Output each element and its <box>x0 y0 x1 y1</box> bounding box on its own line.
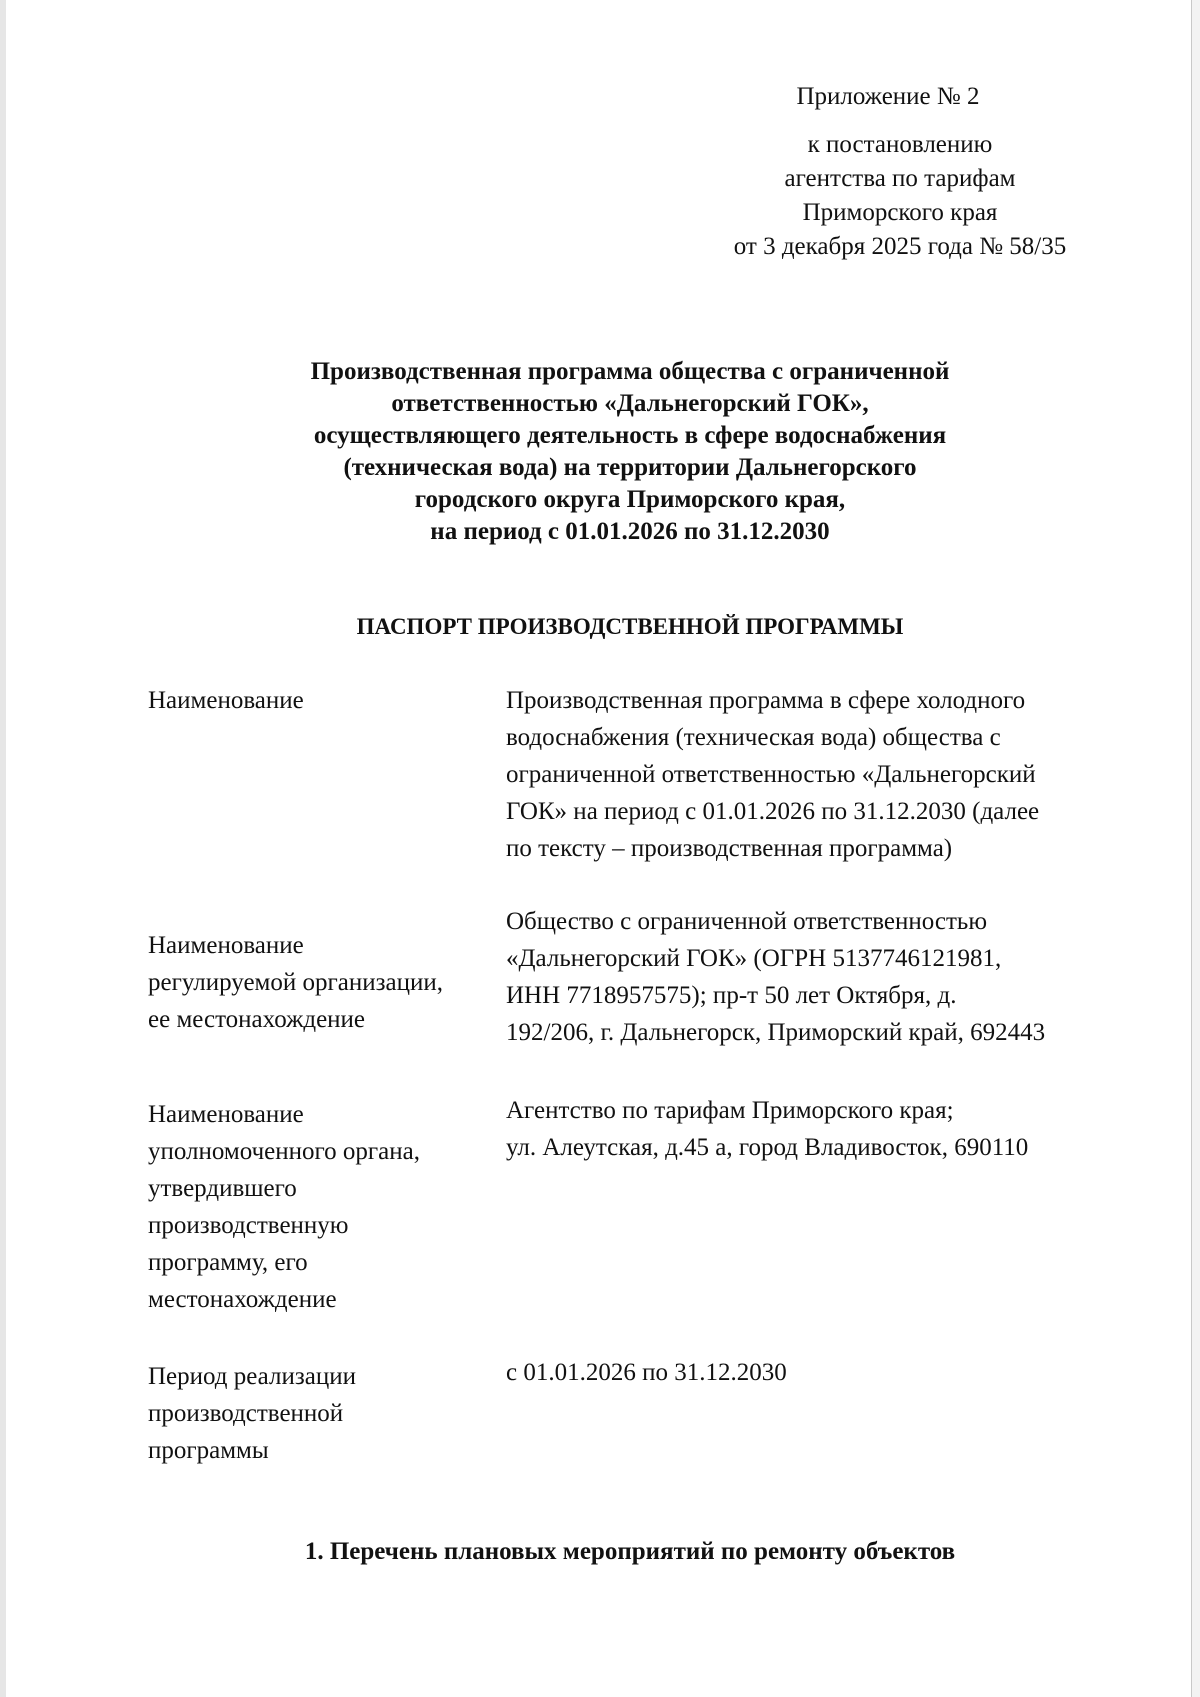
value-line: Агентство по тарифам Приморского края; <box>506 1097 954 1124</box>
value-line: Общество с ограниченной ответственностью <box>506 908 987 935</box>
label-line: Период реализации <box>148 1363 356 1390</box>
value-line: по тексту – производственная программа) <box>506 835 953 862</box>
label-line: Наименование <box>148 687 304 714</box>
document-title <box>200 356 1060 548</box>
passport-row-value <box>506 1092 1146 1166</box>
passport-row-label <box>148 927 488 1038</box>
passport-row-value <box>506 682 1146 867</box>
label-line: уполномоченного органа, <box>148 1138 420 1165</box>
passport-heading: ПАСПОРТ ПРОИЗВОДСТВЕННОЙ ПРОГРАММЫ <box>356 614 904 639</box>
label-line: местонахождение <box>148 1286 337 1313</box>
label-line: программы <box>148 1437 269 1464</box>
section-heading: 1. Перечень плановых мероприятий по ремонту объектов <box>304 1538 956 1565</box>
title-line: (техническая вода) на территории Дальнегорского <box>343 454 917 481</box>
label-line: регулируемой организации, <box>148 969 443 996</box>
value-line: ИНН 7718957575); пр-т 50 лет Октября, д. <box>506 982 957 1009</box>
label-line: производственной <box>148 1400 344 1427</box>
title-line: ответственностью «Дальнегорский ГОК», <box>391 390 869 417</box>
appendix-line: от 3 декабря 2025 года № 58/35 <box>733 233 1067 260</box>
passport-row-value <box>506 1354 1146 1391</box>
label-line: программу, его <box>148 1249 308 1276</box>
label-line: Наименование <box>148 932 304 959</box>
passport-row-value <box>506 903 1146 1051</box>
page-right-edge <box>1191 0 1200 1697</box>
passport-row-label <box>148 1096 488 1318</box>
title-line: городского округа Приморского края, <box>414 486 846 513</box>
label-line: Наименование <box>148 1101 304 1128</box>
value-line: 192/206, г. Дальнегорск, Приморский край, 692443 <box>506 1019 1046 1046</box>
label-line: ее местонахождение <box>148 1006 366 1033</box>
appendix-line: агентства по тарифам <box>784 165 1016 192</box>
appendix-line: к постановлению <box>807 131 993 158</box>
value-line: Производственная программа в сфере холодного <box>506 687 1026 714</box>
value-line: водоснабжения (техническая вода) общества с <box>506 724 1001 751</box>
appendix-block <box>640 128 1160 264</box>
passport-row-label <box>148 1358 488 1469</box>
page-left-edge <box>0 0 6 1697</box>
value-line: «Дальнегорский ГОК» (ОГРН 5137746121981, <box>506 945 1002 972</box>
value-line: ограниченной ответственностью «Дальнегорский <box>506 761 1036 788</box>
title-line: Производственная программа общества с ограниченной <box>310 358 950 385</box>
appendix-line: Приморского края <box>802 199 998 226</box>
value-line: ГОК» на период с 01.01.2026 по 31.12.2030 (далее <box>506 798 1040 825</box>
title-line: осуществляющего деятельность в сфере водоснабжения <box>313 422 947 449</box>
title-line: на период с 01.01.2026 по 31.12.2030 <box>430 518 830 545</box>
value-line: ул. Алеутская, д.45 а, город Владивосток, 690110 <box>506 1134 1029 1161</box>
label-line: утвердившего <box>148 1175 297 1202</box>
value-line: с 01.01.2026 по 31.12.2030 <box>506 1359 787 1386</box>
passport-row-label <box>148 682 488 719</box>
label-line: производственную <box>148 1212 349 1239</box>
appendix-number: Приложение № 2 <box>796 83 980 110</box>
